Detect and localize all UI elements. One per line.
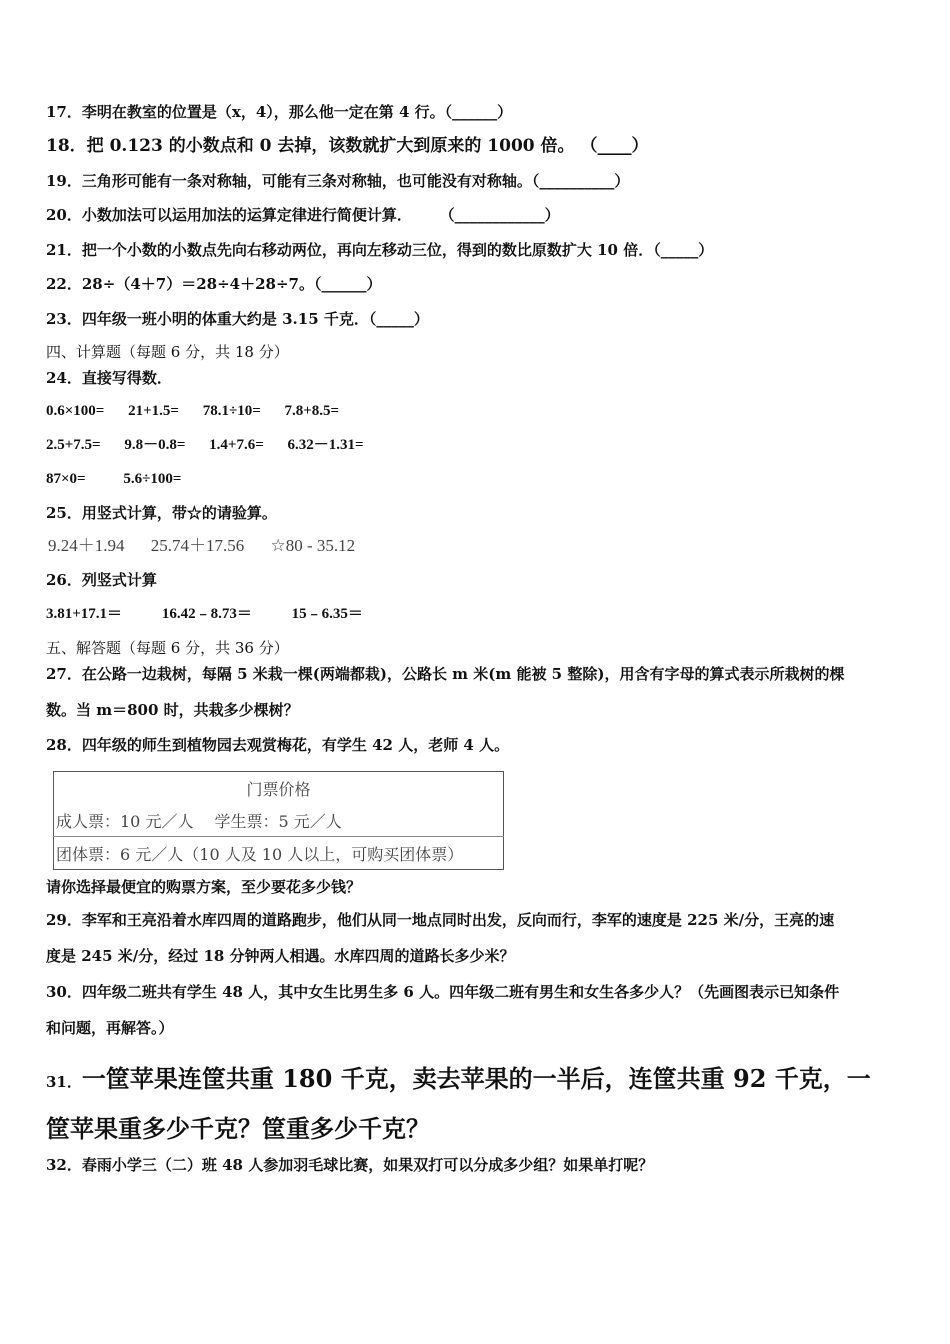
question-25: 25．用竖式计算，带☆的请验算。 — [46, 504, 277, 522]
question-32: 32．春雨小学三（二）班 48 人参加羽毛球比赛，如果双打可以分成多少组？如果单打呢？ — [46, 1156, 654, 1174]
q24-item: 0.6×100= — [46, 403, 105, 419]
q24-row-2 — [46, 436, 384, 454]
q24-item: 87×0= — [46, 471, 86, 487]
q24-item: 2.5+7.5= — [46, 437, 101, 453]
question-21: 21．把一个小数的小数点先向右移动两位，再向左移动三位，得到的数比原数扩大 10 倍．（_____） — [46, 241, 714, 259]
q24-item: 7.8+8.5= — [284, 403, 340, 419]
question-22: 22．28÷（4＋7）＝28÷4＋28÷7。（______） — [46, 275, 382, 293]
question-27-line-1: 27．在公路一边栽树，每隔 5 米栽一棵(两端都栽)，公路长 m 米(m 能被 5 整除)，用含有字母的算式表示所栽树的棵 — [46, 665, 845, 683]
ticket-row-group: 团体票：6 元／人（10 人及 10 人以上，可购买团体票） — [54, 837, 504, 870]
question-31-number: 31． — [46, 1073, 82, 1091]
q26-item: 15﹣6.35＝ — [291, 606, 363, 622]
q26-item: 16.42﹣8.73＝ — [161, 606, 252, 622]
q24-item: 5.6÷100= — [123, 471, 182, 487]
question-31-line-1 — [46, 1064, 871, 1097]
q24-item: 6.32－1.31= — [287, 437, 364, 453]
question-24: 24．直接写得数． — [46, 369, 172, 387]
question-26: 26．列竖式计算 — [46, 571, 157, 589]
question-31-line-2: 筐苹果重多少千克？筐重多少千克？ — [46, 1114, 430, 1143]
q24-item: 9.8－0.8= — [124, 437, 186, 453]
question-17: 17．李明在教室的位置是（x，4），那么他一定在第 4 行。（______） — [46, 103, 513, 121]
q26-expressions — [46, 605, 383, 623]
q24-item: 21+1.5= — [128, 403, 179, 419]
q25-item: ☆80 - 35.12 — [270, 536, 356, 555]
question-18: 18．把 0.123 的小数点和 0 去掉，该数就扩大到原来的 1000 倍。 （____） — [46, 136, 649, 156]
question-28: 28．四年级的师生到植物园去观赏梅花，有学生 42 人，老师 4 人。 — [46, 736, 510, 754]
question-30-line-2: 和问题，再解答。） — [46, 1019, 174, 1037]
question-27-line-2: 数。当 m＝800 时，共栽多少棵树？ — [46, 701, 299, 719]
question-19: 19．三角形可能有一条对称轴，可能有三条对称轴，也可能没有对称轴。（__________） — [46, 172, 630, 190]
question-23: 23．四年级一班小明的体重大约是 3.15 千克．（_____） — [46, 310, 429, 328]
question-28-ask: 请你选择最便宜的购票方案，至少要花多少钱？ — [46, 878, 362, 896]
q24-row-1 — [46, 402, 359, 420]
ticket-table-title: 门票价格 — [246, 779, 311, 799]
q24-item: 78.1÷10= — [202, 403, 261, 419]
q24-item: 1.4+7.6= — [209, 437, 264, 453]
question-29-line-2: 度是 245 米/分，经过 18 分钟两人相遇。水库四周的道路长多少米？ — [46, 947, 515, 965]
q25-item: 25.74＋17.56 — [150, 536, 245, 555]
q24-row-3 — [46, 470, 201, 488]
question-31-text: 一筐苹果连筐共重 180 千克，卖去苹果的一半后，连筐共重 92 千克，一 — [81, 1064, 871, 1093]
q25-item: 9.24＋1.94 — [48, 536, 125, 555]
q25-expressions — [48, 537, 377, 555]
q26-item: 3.81+17.1＝ — [46, 606, 123, 622]
question-29-line-1: 29．李军和王亮沿着水库四周的道路跑步，他们从同一地点同时出发，反向而行，李军的速度是 225 米/分，王亮的速 — [46, 911, 835, 929]
ticket-price-table — [53, 771, 504, 870]
section-4-heading: 四、计算题（每题 6 分，共 18 分） — [46, 343, 289, 361]
section-5-heading: 五、解答题（每题 6 分，共 36 分） — [46, 639, 289, 657]
ticket-row-individual: 成人票：10 元／人 学生票：5 元／人 — [56, 811, 342, 831]
question-30-line-1: 30．四年级二班共有学生 48 人，其中女生比男生多 6 人。四年级二班有男生和女生各多少人？（先画图表示已知条件 — [46, 983, 840, 1001]
question-20: 20．小数加法可以运用加法的运算定律进行简便计算． （____________） — [46, 206, 560, 224]
